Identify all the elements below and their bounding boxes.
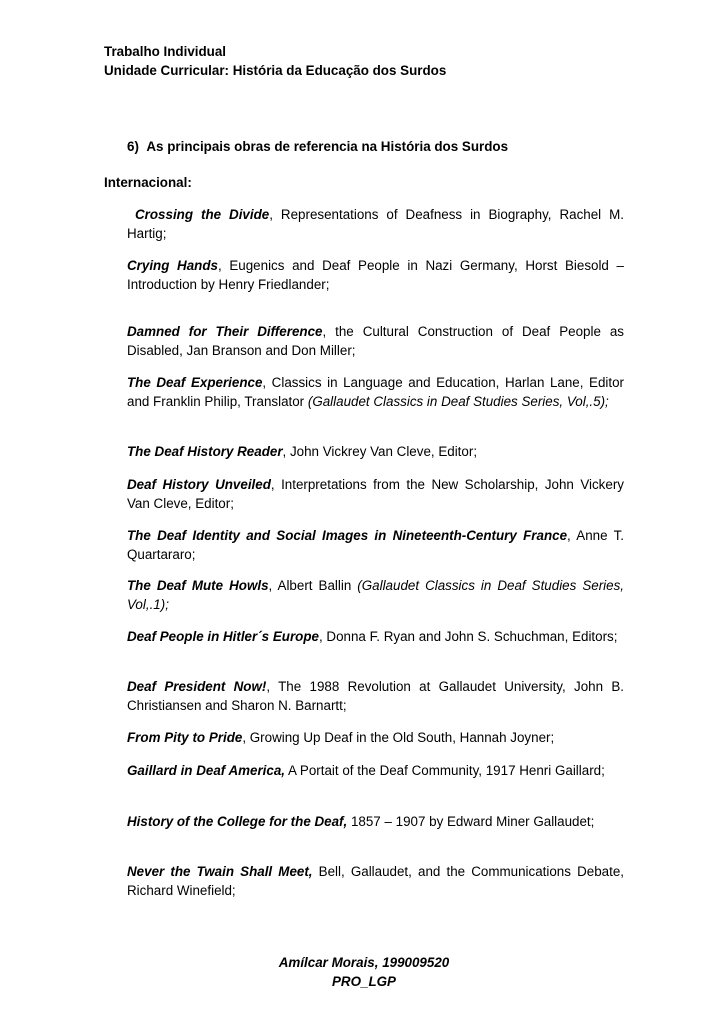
entry-title: The Deaf Identity and Social Images in Nineteenth-Century France [127,528,568,543]
list-item [127,862,624,900]
entry-description: , Representations of Deafness in Biography, Rachel M. Hartig; [127,207,624,241]
list-item [127,526,624,564]
list-item [127,373,624,411]
list-item [127,627,624,646]
entry-description: , Donna F. Ryan and John S. Schuchman, Editors; [318,629,618,644]
list-item [127,576,624,614]
list-item [127,256,624,294]
entry-description: , Eugenics and Deaf People in Nazi Germany, Horst Biesold – Introduction by Henry Friedlander; [127,258,624,292]
entry-description: , Interpretations from the New Scholarship, John Vickery Van Cleve, Editor; [127,477,624,511]
entry-title: Never the Twain Shall Meet, [127,864,313,879]
entry-title: The Deaf History Reader [127,444,283,459]
entry-description: A Portait of the Deaf Community, 1917 Henri Gaillard; [285,763,605,778]
list-item [127,322,624,360]
subheading-internacional: Internacional: [104,175,192,190]
entry-description: Bell, Gallaudet, and the Communications Debate, Richard Winefield; [127,864,624,898]
footer-course-code: PRO_LGP [332,974,396,989]
list-item [127,475,624,513]
list-item [127,761,624,780]
entry-description: , Albert Ballin [268,578,358,593]
document-footer [0,953,728,991]
entry-title: The Deaf Experience [127,375,263,390]
list-item [127,205,624,243]
entry-description: , The 1988 Revolution at Gallaudet University, John B. Christiansen and Sharon N. Barnartt; [127,679,624,713]
entry-description: , Anne T. Quartararo; [127,528,624,562]
document-header [104,42,446,80]
entry-title: Deaf People in Hitler´s Europe [127,629,319,644]
entry-description: , the Cultural Construction of Deaf People as Disabled, Jan Branson and Don Miller; [127,324,624,358]
entry-title: Damned for Their Difference [127,324,323,339]
list-item [127,677,624,715]
header-course: Unidade Curricular: História da Educação dos Surdos [104,63,447,78]
entry-description: , Growing Up Deaf in the Old South, Hannah Joyner; [242,730,555,745]
entry-title: Crossing the Divide [134,207,270,222]
entry-description: , John Vickrey Van Cleve, Editor; [282,444,478,459]
entry-title: Deaf History Unveiled [127,477,271,492]
section-heading [127,137,508,156]
list-item [127,442,624,461]
entry-title: Deaf President Now! [127,679,267,694]
entry-description: , Classics in Language and Education, Harlan Lane, Editor and Franklin Philip, Translator [127,375,624,409]
entry-title: From Pity to Pride [127,730,243,745]
footer-author: Amílcar Morais, 199009520 [278,955,450,970]
entry-series: (Gallaudet Classics in Deaf Studies Series, Vol,.1); [127,578,625,612]
entry-title: Crying Hands [127,258,218,273]
entry-description: 1857 – 1907 by Edward Miner Gallaudet; [347,814,595,829]
entry-series: (Gallaudet Classics in Deaf Studies Series, Vol,.5); [307,394,609,409]
entry-title: The Deaf Mute Howls [127,578,269,593]
section-number: 6) [127,139,139,154]
list-item [127,812,624,831]
entry-title: Gaillard in Deaf America, [127,763,286,778]
header-title: Trabalho Individual [104,44,227,59]
list-item [127,728,624,747]
section-title: As principais obras de referencia na História dos Surdos [146,139,509,154]
entry-title: History of the College for the Deaf, [127,814,348,829]
